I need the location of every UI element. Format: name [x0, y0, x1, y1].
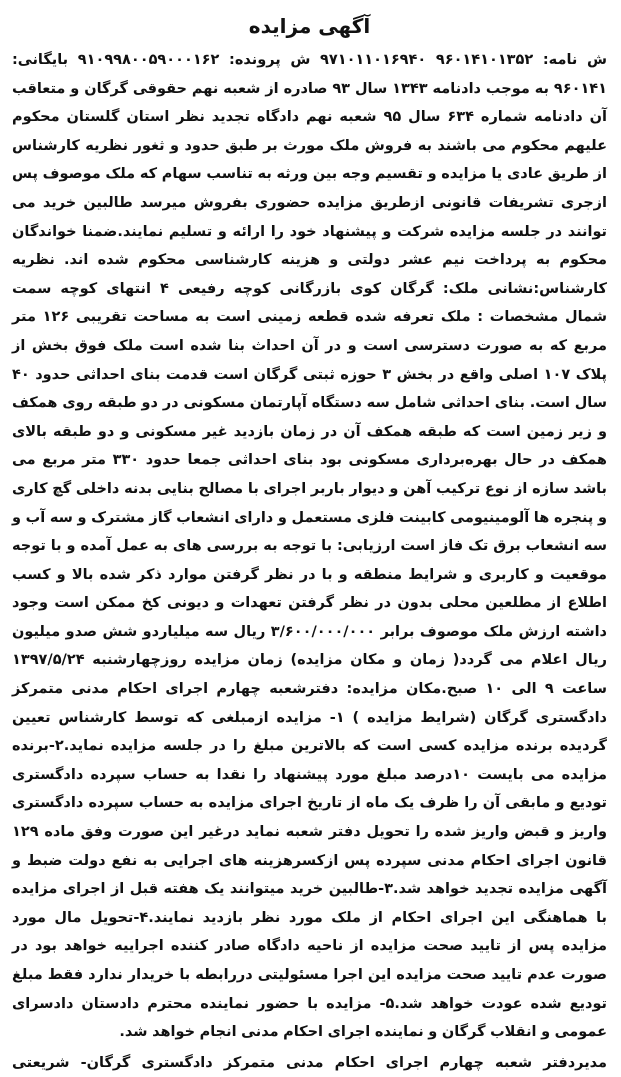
notice-signature: مدیردفتر شعبه چهارم اجرای احکام مدنی متمرکز دادگستری گرگان- شریعتی: [12, 1054, 607, 1071]
notice-body: ش نامه: ۹۶۰۱۴۱۰۱۳۵۲ ۹۷۱۰۱۱۰۱۶۹۴۰ ش پرونده: ۹۱۰۹۹۸۰۰۵۹۰۰۰۱۶۲ بایگانی: ۹۶۰۱۴۱ به موجب دادنامه ۱۳۴۳ سال ۹۳ صادره از شعبه نهم حقوقی گرگان و متعاقب آن دادنامه شماره ۶۳۴ سال ۹۵ شعبه نهم دادگاه تجدید نظر استان گلستان محکوم علیهم محکوم می باشند به فروش ملک مورث بر طبق حدود و ثغور نظریه کارشناس از طریق عادی یا مزایده و تقسیم وجه بین ورثه به تناسب سهام که ملک موصوف پس ازجری تشریفات قانونی ازطریق مزایده حضوری بفروش میرسد طالبین خرید می توانند در جلسه مزایده شرکت و پیشنهاد خود را ارائه و تسلیم نمایند.ضمنا خواندگان محکوم به پرداخت نیم عشر دولتی و هزینه کارشناسی محکوم شده اند. نظریه کارشناس:نشانی ملک: گرگان کوی بازرگانی کوچه رفیعی ۴ انتهای کوچه سمت شمال مشخصات : ملک تعرفه شده قطعه زمینی است به مساحت تقریبی ۱۲۶ متر مربع که به صورت دسترسی است و در آن احداث بنا شده است ملک فوق بخش از پلاک ۱۰۷ اصلی واقع در بخش ۳ حوزه ثبتی گرگان است قدمت بنای احداثی حدود ۴۰ سال است. بنای احداثی شامل سه دستگاه آپارتمان مسکونی در دو طبقه روی همکف و زیر زمین است که طبقه همکف آن در زمان بازدید غیر مسکونی و دو طبقه بالای همکف در حال بهره‌برداری مسکونی بود بنای احداثی جمعا حدود ۳۳۰ متر مربع می باشد سازه از نوع ترکیب آهن و دیوار باربر اجرای با مصالح بنایی بدنه داخلی گچ کاری و پنجره ها آلومینیومی کابینت فلزی مستعمل و دارای انشعاب گاز مشترک و سه آب و سه انشعاب برق تک فاز است ارزیابی: با توجه به بررسی های به عمل آمده و با توجه موقعیت و کاربری و شرایط منطقه و با در نظر گرفتن موارد ذکر شده بالا و کسب اطلاع از مطلعین محلی بدون در نظر گرفتن تعهدات و دیونی کخ ممکن است وجود داشته ارزش ملک موصوف برابر ۳/۶۰۰/۰۰۰/۰۰۰ ریال سه میلیاردو شش صدو میلیون ریال اعلام می گردد( زمان و مکان مزایده) زمان مزایده روزچهارشنبه ۱۳۹۷/۵/۲۴ ساعت ۹ الی ۱۰ صبح.مکان مزایده: دفترشعبه چهارم اجرای احکام مدنی متمرکز دادگستری گرگان (شرایط مزایده ) ۱- مزایده ازمبلغی که توسط کارشناس تعیین گردیده برنده مزایده کسی است که بالاترین مبلغ را در جلسه مزایده نماید.۲-برنده مزایده می بایست ۱۰درصد مبلغ مورد پیشنهاد را نقدا به حساب سپرده دادگستری تودیع و مابقی آن را ظرف یک ماه از تاریخ اجرای مزایده به حساب سپرده دادگستری واریز و قبض واریز شده را تحویل دفتر شعبه نماید درغیر این صورت وفق ماده ۱۲۹ قانون اجرای احکام مدنی سپرده پس ازکسرهزینه های اجرایی به نفع دولت ضبط و آگهی مزایده تجدید خواهد شد.۳-طالبین خرید میتوانند یک هفته قبل از اجرای مزایده با هماهنگی این اجرای احکام از ملک مورد نظر بازدید نمایند.۴-تحویل مال مورد مزایده پس از تایید صحت مزایده از ناحیه دادگاه صادر کننده اجراییه خواهد بود در صورت عدم تایید صحت مزایده این اجرا مسئولیتی دررابطه با خریدار ندارد فقط مبلغ تودیع شده عودت خواهد شد.۵- مزایده با حضور نماینده محترم دادستان دادسرای عمومی و انقلاب گرگان و نماینده اجرای احکام مدنی انجام خواهد شد.: [12, 52, 607, 1041]
notice-title: آگهی مزایده: [248, 14, 371, 38]
